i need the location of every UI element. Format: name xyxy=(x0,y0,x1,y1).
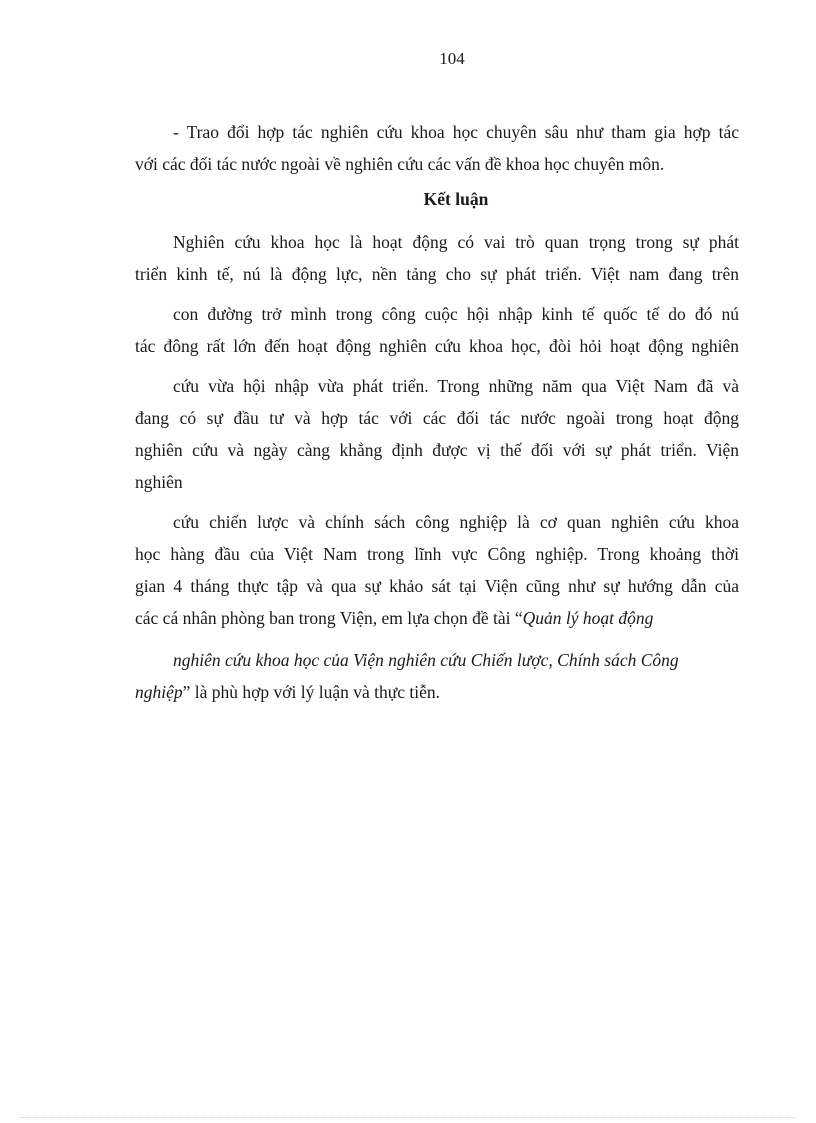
line-12-text: các cá nhân phòng ban trong Viện, em lựa chọn đề tài “ xyxy=(135,608,523,628)
conclusion-line-7: nghiên cứu và ngày càng khẳng định được vị thế đối với sự phát triển. Viện xyxy=(135,440,739,460)
intro-line-1: - Trao đổi hợp tác nghiên cứu khoa học chuyên sâu như tham gia hợp tác xyxy=(173,122,739,142)
conclusion-line-2: triển kinh tế, nú là động lực, nền tảng cho sự phát triển. Việt nam đang trên xyxy=(135,264,739,284)
conclusion-line-3: con đường trở mình trong công cuộc hội nhập kinh tế quốc tế do đó nú xyxy=(173,304,739,324)
conclusion-line-11: gian 4 tháng thực tập và qua sự khảo sát tại Viện cũng như sự hướng dẫn của xyxy=(135,576,739,596)
intro-line-2: với các đối tác nước ngoài về nghiên cứu các vấn đề khoa học chuyên môn. xyxy=(135,154,665,174)
bottom-divider xyxy=(20,1117,796,1118)
conclusion-line-8: nghiên xyxy=(135,472,183,492)
conclusion-line-5: cứu vừa hội nhập vừa phát triển. Trong những năm qua Việt Nam đã và xyxy=(173,376,739,396)
conclusion-line-14 xyxy=(135,681,739,703)
thesis-title-part-3: nghiệp xyxy=(135,682,183,702)
conclusion-line-9: cứu chiến lược và chính sách công nghiệp là cơ quan nghiên cứu khoa xyxy=(173,512,739,532)
conclusion-line-6: đang có sự đầu tư và hợp tác với các đối tác nước ngoài trong hoạt động xyxy=(135,408,739,428)
conclusion-line-4: tác đông rất lớn đến hoạt động nghiên cứu khoa học, đòi hỏi hoạt động nghiên xyxy=(135,336,739,356)
page-number: 104 xyxy=(439,49,465,68)
conclusion-line-1: Nghiên cứu khoa học là hoạt động có vai trò quan trọng trong sự phát xyxy=(173,232,739,252)
thesis-title-part-1: Quản lý hoạt động xyxy=(522,608,654,628)
conclusion-heading: Kết luận xyxy=(423,189,489,209)
conclusion-line-12 xyxy=(135,607,739,629)
conclusion-line-10: học hàng đầu của Việt Nam trong lĩnh vực Công nghiệp. Trong khoảng thời xyxy=(135,544,739,564)
conclusion-line-13: nghiên cứu khoa học của Viện nghiên cứu Chiến lược, Chính sách Công xyxy=(173,650,679,670)
line-14-text: ” là phù hợp với lý luận và thực tiễn. xyxy=(182,682,441,702)
